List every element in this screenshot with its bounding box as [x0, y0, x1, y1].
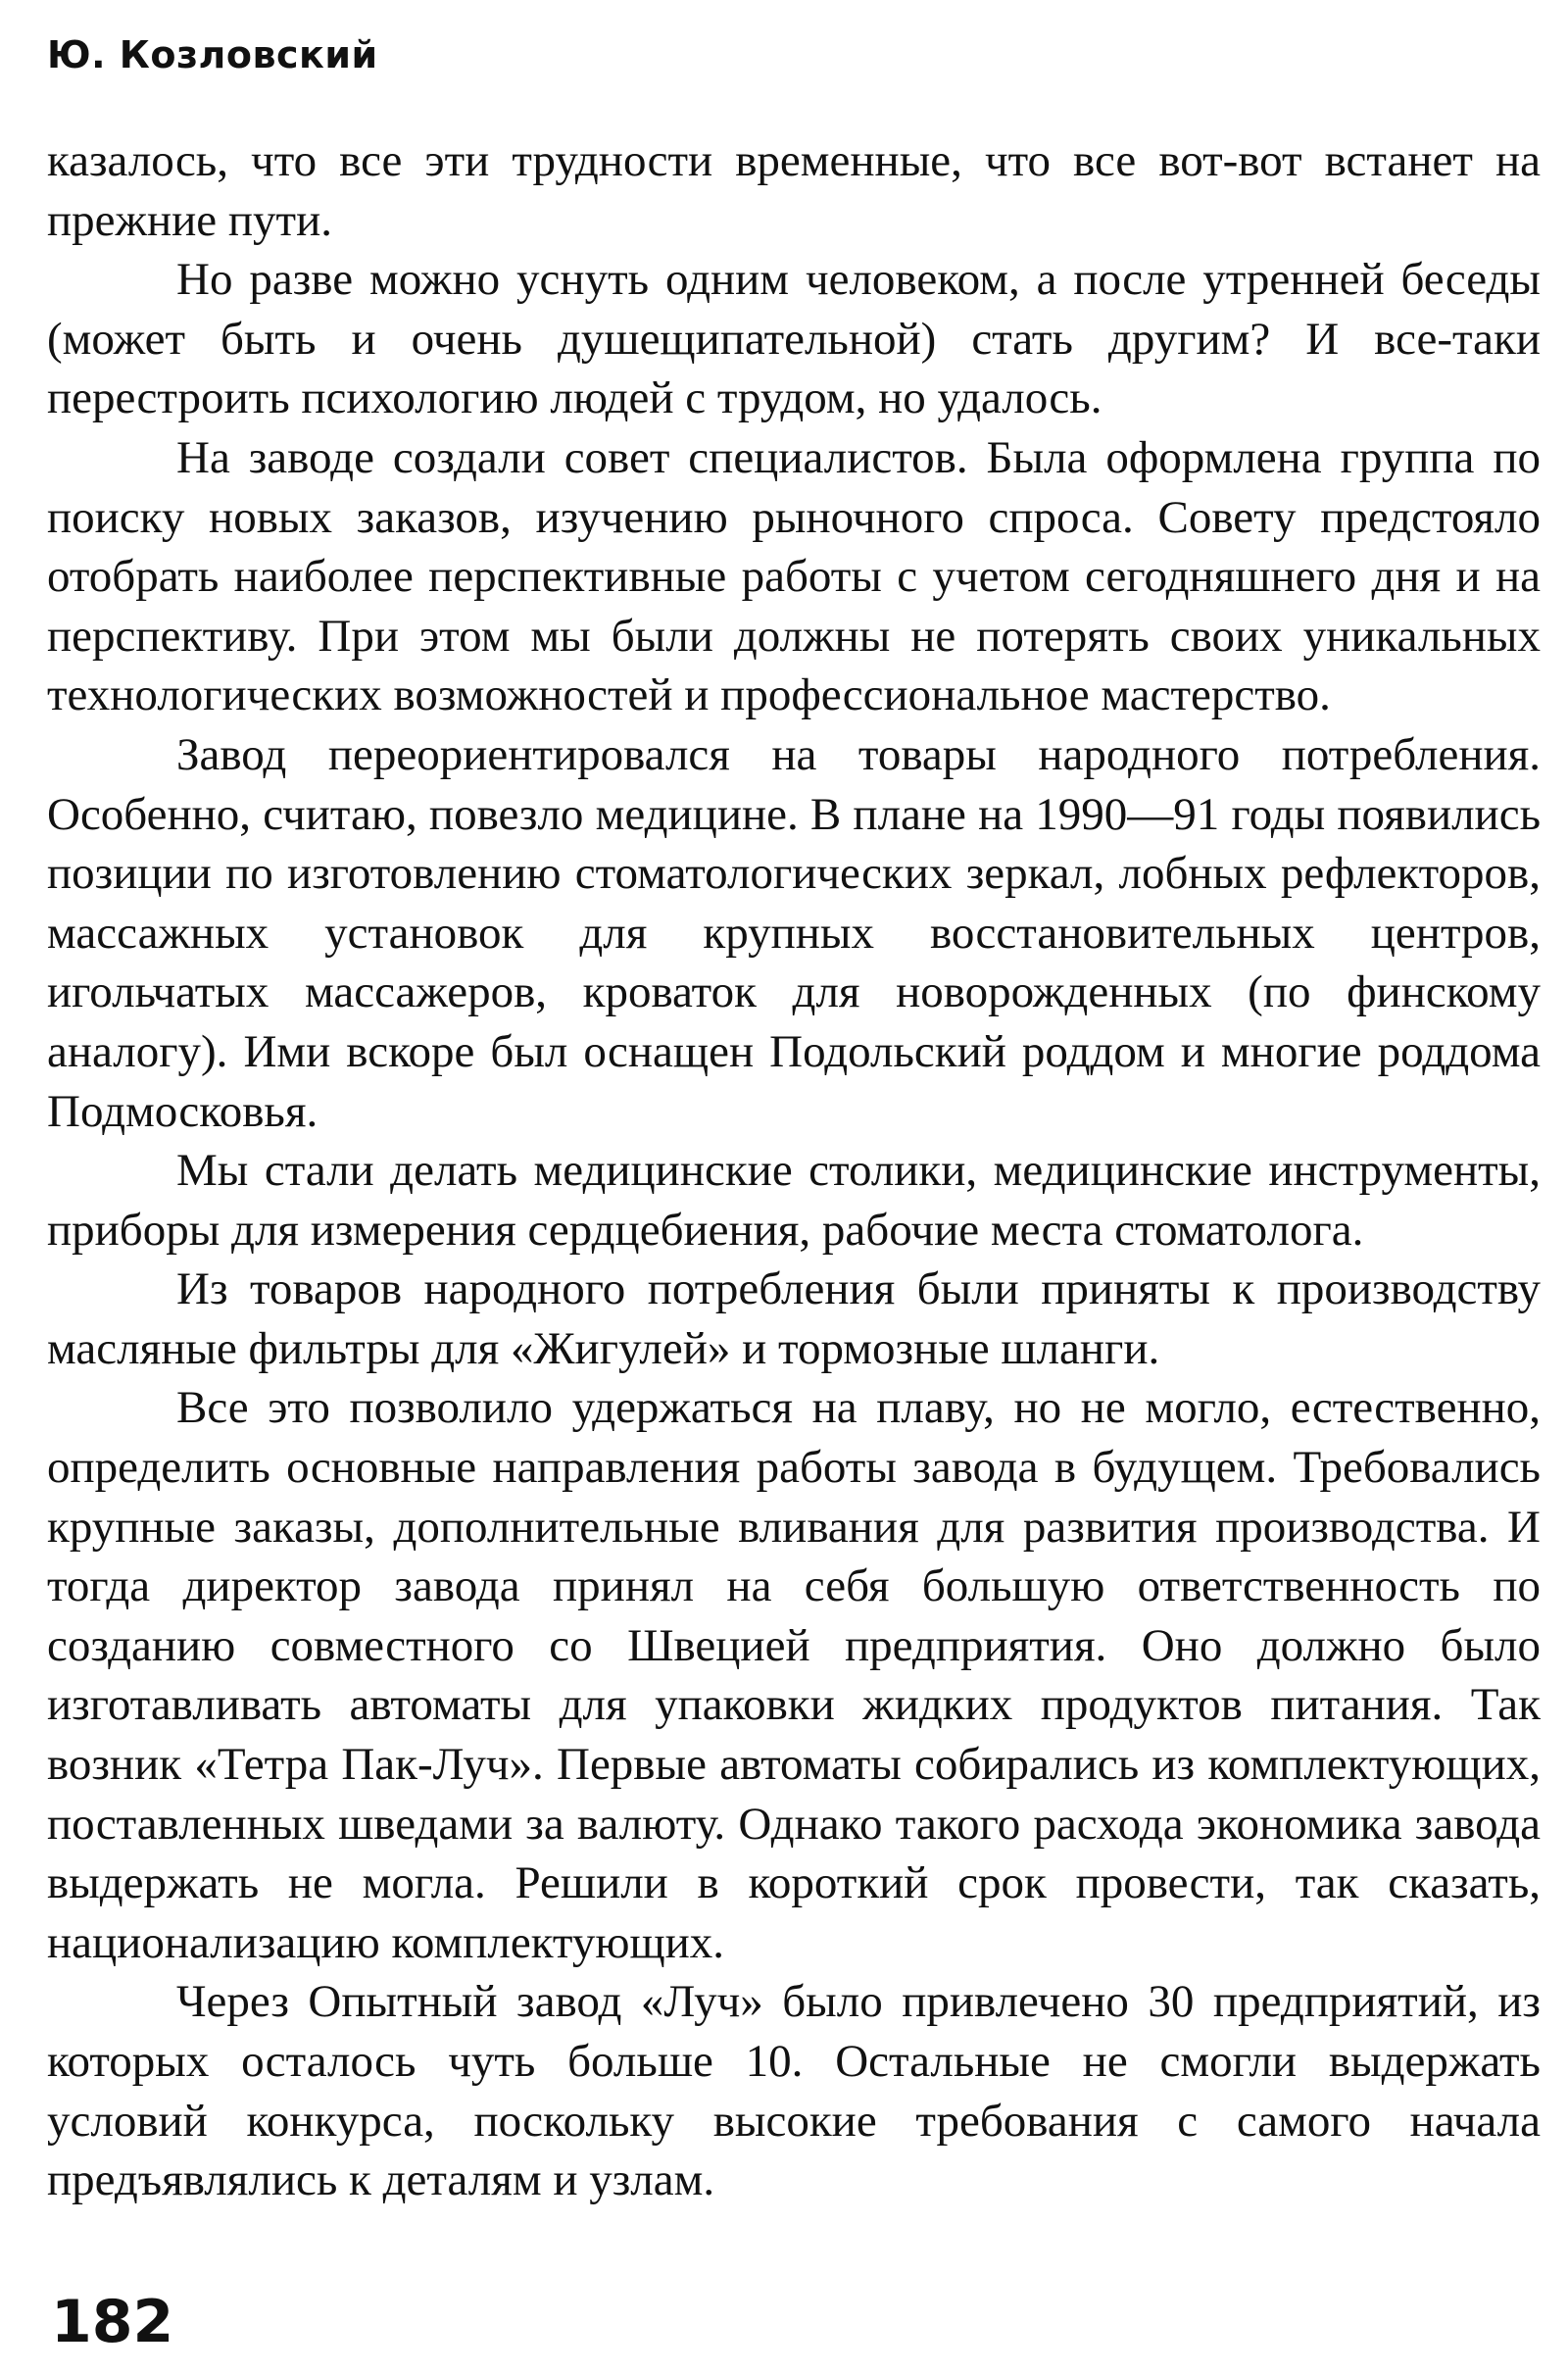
page-number: 182: [51, 2288, 174, 2356]
paragraph-6: Из товаров народного потребления были приняты к производству масляные фильтры для «Жигулей» и тормозные шланги.: [47, 1263, 1541, 1374]
running-head: Ю. Козловский: [47, 33, 378, 76]
paragraph-2: Но разве можно уснуть одним человеком, а после утренней беседы (может быть и очень душещипательной) стать другим? И все-таки перестроить психологию людей с трудом, но удалось.: [47, 254, 1541, 424]
paragraph-1: казалось, что все эти трудности временные, что все вот-вот встанет на прежние пути.: [47, 135, 1541, 246]
paragraph-4: Завод переориентировался на товары народного потребления. Особенно, считаю, повезло медицине. В плане на 1990—91 годы появились позиции по изготовлению стоматологических зеркал, лобных рефлекторов, массажных установок для крупных восстановительных центров, игольчатых массажеров, кроваток для новорожденных (по финскому аналогу). Ими вскоре был оснащен Подольский роддом и многие роддома Подмосковья.: [47, 728, 1541, 1137]
book-page: [47, 29, 1541, 2362]
paragraph-7: Все это позволило удержаться на плаву, но не могло, естественно, определить основные направления работы завода в будущем. Требовались крупные заказы, дополнительные вливания для развития производства. И тогда директор завода принял на себя большую ответственность по созданию совместного со Швецией предприятия. Оно должно было изготавливать автоматы для упаковки жидких продуктов питания. Так возник «Тетра Пак-Луч». Первые автоматы собирались из комплектующих, поставленных шведами за валюту. Однако такого расхода экономика завода выдержать не могла. Решили в короткий срок провести, так сказать, национализацию комплектующих.: [47, 1382, 1541, 1968]
body-text: [47, 131, 1541, 2210]
paragraph-5: Мы стали делать медицинские столики, медицинские инструменты, приборы для измерения сердцебиения, рабочие места стоматолога.: [47, 1145, 1541, 1256]
paragraph-3: На заводе создали совет специалистов. Была оформлена группа по поиску новых заказов, изучению рыночного спроса. Совету предстояло отобрать наиболее перспективные работы с учетом сегодняшнего дня и на перспективу. При этом мы были должны не потерять своих уникальных технологических возможностей и профессиональное мастерство.: [47, 431, 1541, 721]
paragraph-8: Через Опытный завод «Луч» было привлечено 30 предприятий, из которых осталось чуть больше 10. Остальные не смогли выдержать условий конкурса, поскольку высокие требования с самого начала предъявлялись к деталям и узлам.: [47, 1976, 1541, 2206]
